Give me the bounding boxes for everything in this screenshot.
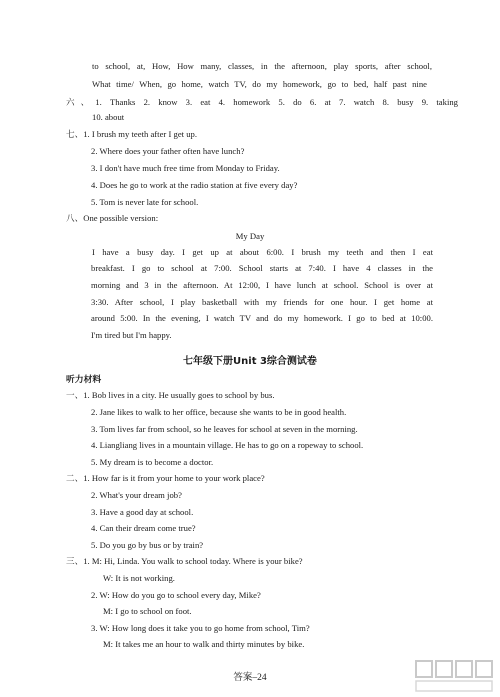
answer-line: 2. Where does your father often have lunch? — [91, 146, 245, 156]
answer-line: I'm tired but I'm happy. — [91, 330, 172, 340]
listening-line: 2. Jane likes to walk to her office, because she wants to be in good health. — [91, 407, 347, 417]
answer-line: 5. Tom is never late for school. — [91, 197, 199, 207]
listening-line: 一、1. Bob lives in a city. He usually goes to school by bus. — [66, 390, 275, 400]
answer-line: 10. about — [92, 112, 125, 122]
section-title: 七年级下册Unit 3综合测试卷 — [183, 356, 317, 367]
answer-line: What time/ When, go home, watch TV, do my homework, go to bed, half past nine — [92, 79, 427, 89]
answer-line: 七、1. I brush my teeth after I get up. — [66, 129, 198, 139]
answer-line: morning and 3 in the afternoon. At 12:00, I have lunch at school. School is over at — [91, 280, 433, 290]
listening-line: 5. Do you go by bus or by train? — [91, 540, 204, 550]
listening-line: 二、1. How far is it from your home to your work place? — [66, 473, 265, 483]
listening-line: 5. My dream is to become a doctor. — [91, 457, 214, 467]
page-footer: 答案–24 — [233, 673, 267, 683]
answer-line: 六、1. Thanks 2. know 3. eat 4. homework 5. do 6. at 7. watch 8. busy 9. taking — [66, 97, 458, 107]
watermark-logo — [414, 657, 494, 695]
listening-line: 4. Liangliang lives in a mountain village. He has to go on a ropeway to school. — [91, 440, 364, 450]
answer-line: breakfast. I go to school at 7:00. School starts at 7:40. I have 4 classes in the — [91, 263, 433, 273]
answer-line: around 5:00. In the evening, I watch TV and do my homework. I go to bed at 10:00. — [91, 313, 433, 323]
listening-line: 三、1. M: Hi, Linda. You walk to school today. Where is your bike? — [66, 556, 303, 566]
listening-line: 3. W: How long does it take you to go home from school, Tim? — [91, 623, 310, 633]
listening-line: W: It is not working. — [103, 573, 175, 583]
listening-line: 3. Tom lives far from school, so he leaves for school at seven in the morning. — [91, 424, 358, 434]
answer-line: 3:30. After school, I play basketball with my friends for one hour. I get home at — [91, 297, 433, 307]
answer-line: I have a busy day. I get up at about 6:00. I brush my teeth and then I eat — [92, 247, 433, 257]
answer-line: My Day — [235, 231, 265, 241]
listening-header: 听力材料 — [66, 375, 102, 385]
answer-line: 4. Does he go to work at the radio station at five every day? — [91, 180, 298, 190]
listening-line: 2. What's your dream job? — [91, 490, 182, 500]
answer-line: 3. I don't have much free time from Monday to Friday. — [91, 163, 280, 173]
listening-line: 3. Have a good day at school. — [91, 507, 194, 517]
answer-line: 八、One possible version: — [66, 213, 159, 223]
listening-line: 4. Can their dream come true? — [91, 523, 196, 533]
answer-line: to school, at, How, How many, classes, in the afternoon, play sports, after school, — [92, 61, 432, 71]
listening-line: M: I go to school on foot. — [103, 606, 192, 616]
listening-line: M: It takes me an hour to walk and thirty minutes by bike. — [103, 639, 305, 649]
listening-line: 2. W: How do you go to school every day, Mike? — [91, 590, 261, 600]
